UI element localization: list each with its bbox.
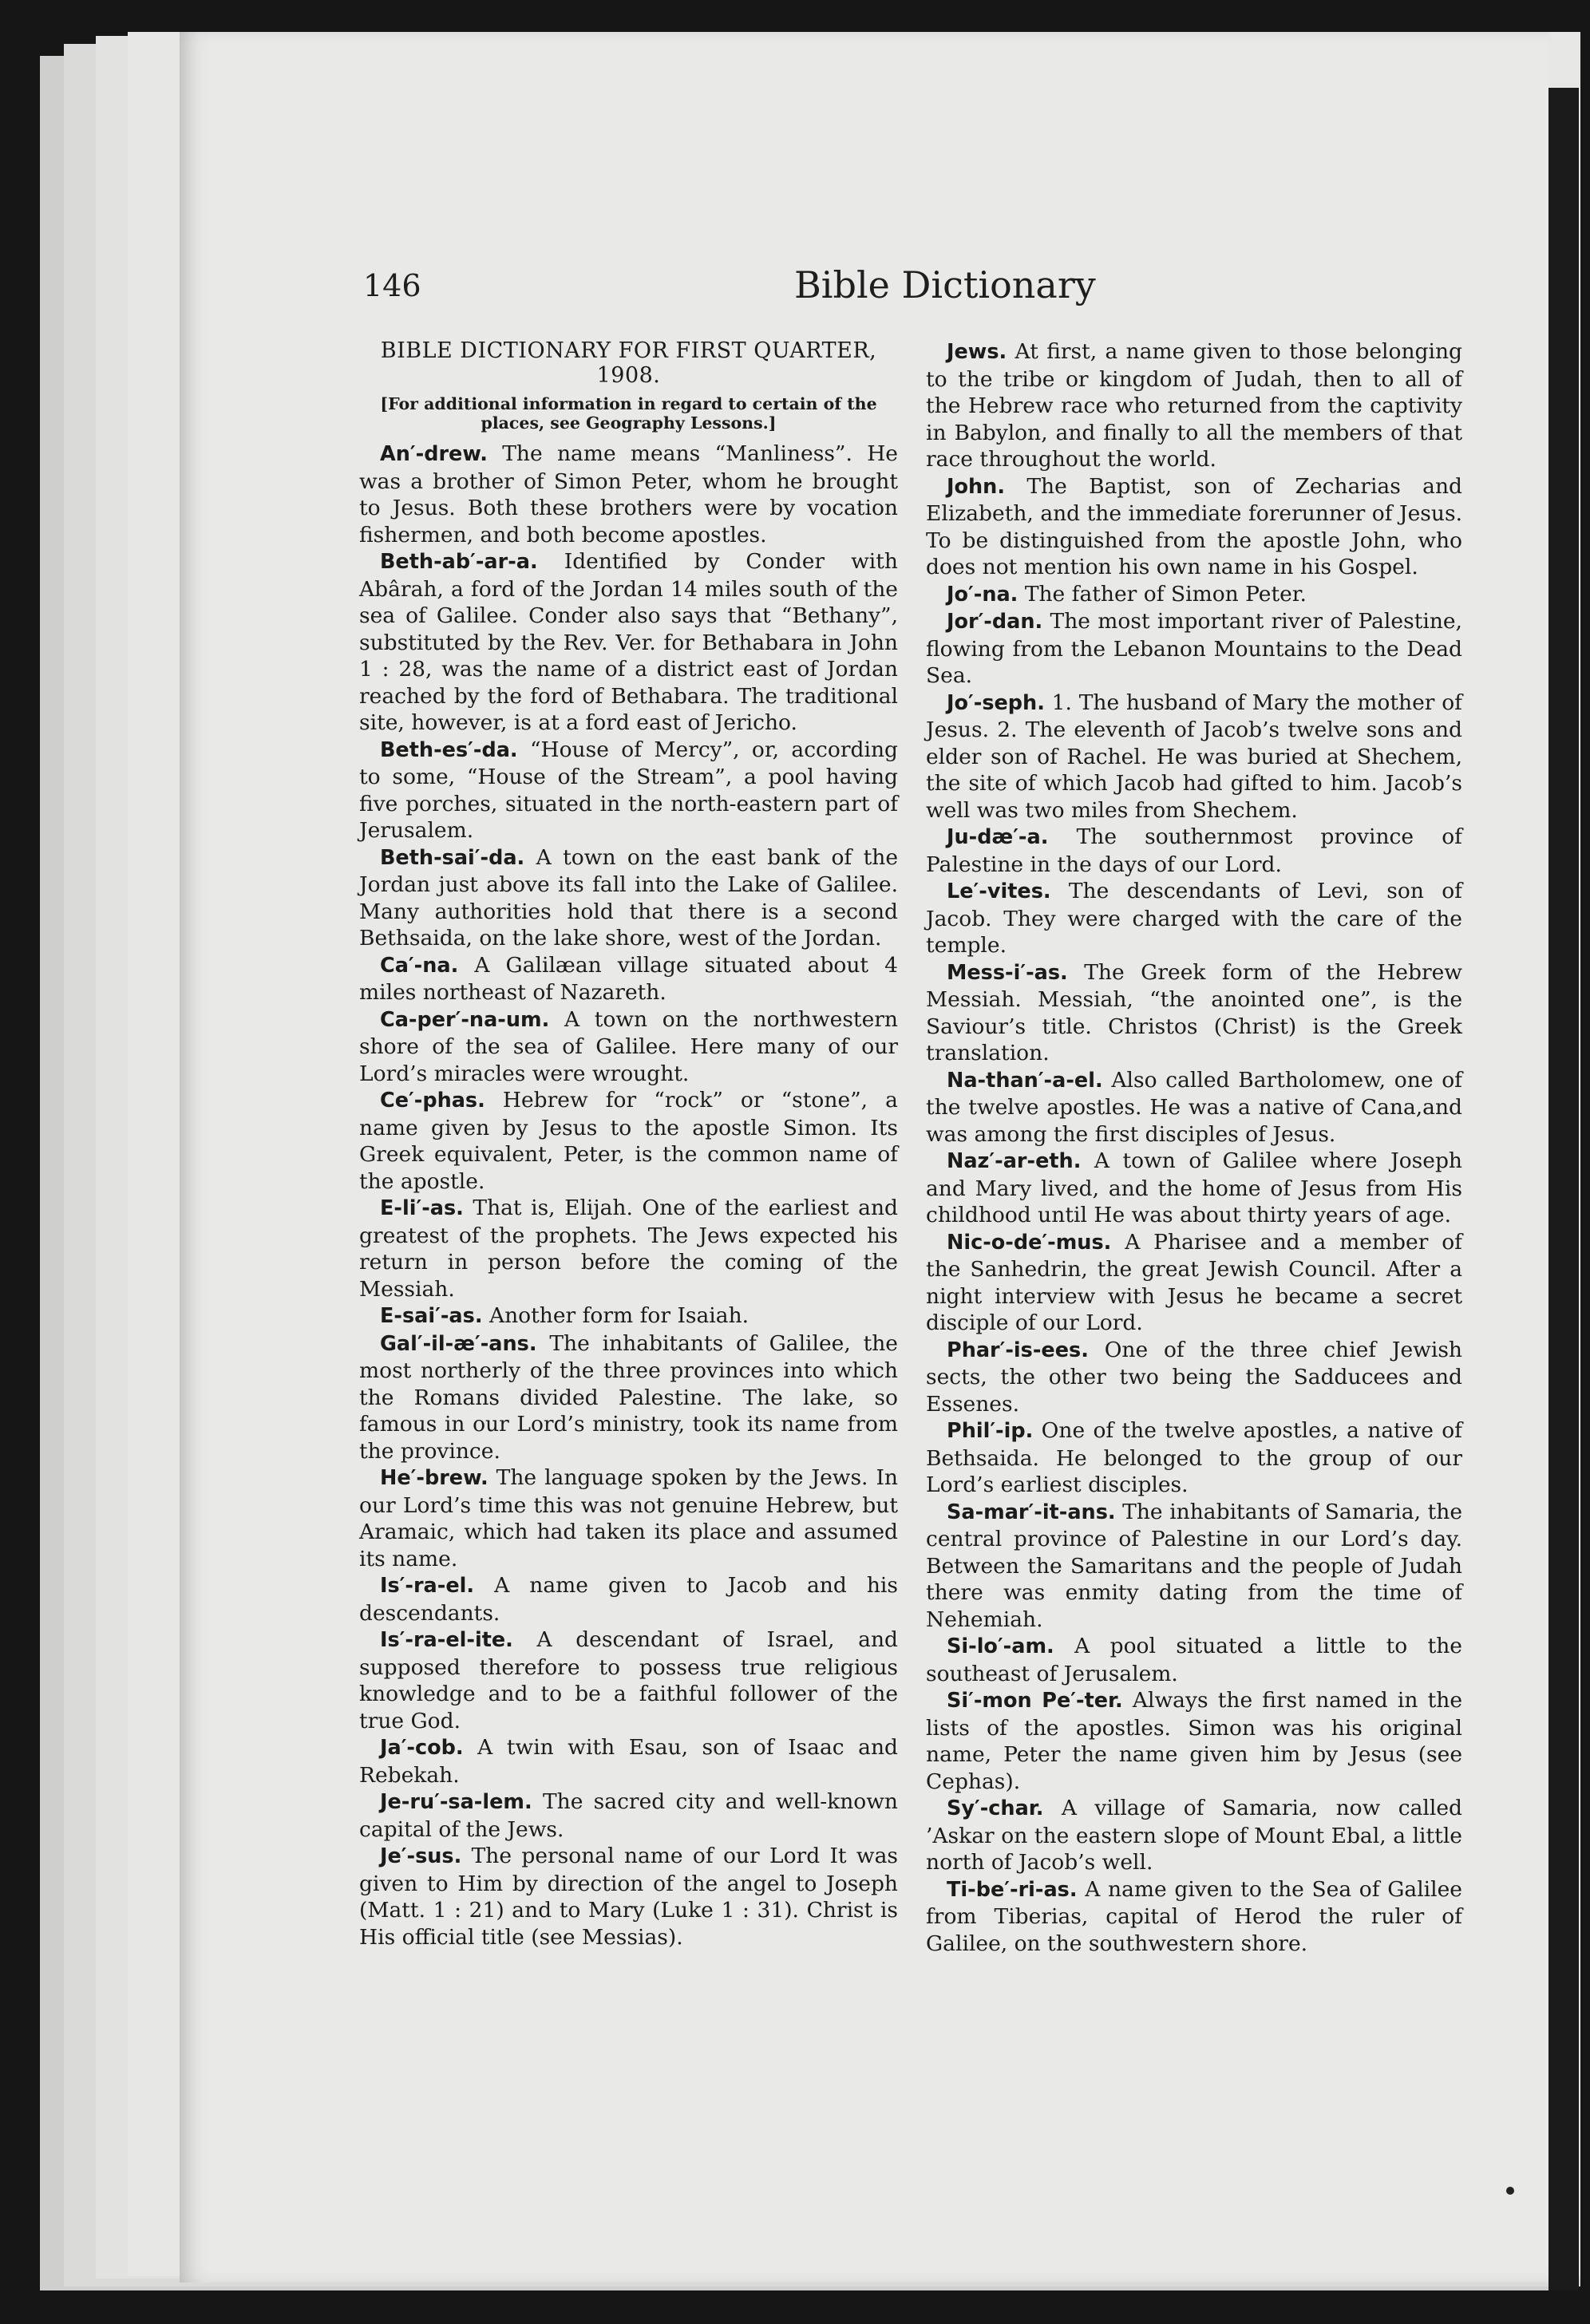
entry-definition: A Galilæan village situated about 4 miles northeast of Nazareth. [359, 952, 898, 1005]
dictionary-entry [926, 878, 1462, 959]
entry-definition: A Pharisee and a member of the Sanhedrin, the great Jewish Council. After a night interview with Jesus he became a secret disciple of our Lord. [926, 1229, 1462, 1335]
entry-definition: “House of Mercy”, or, according to some, “House of the Stream”, a pool having five porches, situated in the north-eastern part of Jerusalem. [359, 737, 898, 843]
entry-definition: The inhabitants of Samaria, the central province of Palestine in our Lord’s day. Between the Samaritans and the people of Judah there was enmity dating from the time of Nehemiah. [926, 1499, 1462, 1632]
entry-definition: A name given to Jacob and his descendants. [359, 1573, 898, 1626]
dictionary-entry [926, 1148, 1462, 1229]
entry-definition: The personal name of our Lord It was given to Him by direction of the angel to Joseph (Matt. 1 : 21) and to Mary (Luke 1 : 31). Christ is His official title (see Messias). [359, 1844, 898, 1950]
entry-term: Beth-sai′-da. [380, 845, 525, 870]
entry-definition: The southernmost province of Palestine in the days of our Lord. [926, 824, 1462, 877]
entry-definition: A village of Samaria, now called ’Askar on the eastern slope of Mount Ebal, a little north of Jacob’s well. [926, 1796, 1462, 1875]
dictionary-entry [359, 1464, 898, 1572]
page-number: 146 [363, 268, 421, 303]
entry-definition: The inhabitants of Galilee, the most northerly of the three provinces into which the Romans divided Palestine. The lake, so famous in our Lord’s ministry, took its name from the province. [359, 1330, 898, 1464]
entry-definition: A name given to the Sea of Galilee from Tiberias, capital of Herod the ruler of Galilee, on the southwestern shore. [926, 1876, 1462, 1956]
dictionary-entry [926, 1417, 1462, 1499]
entry-definition: The sacred city and well-known capital of the Jews. [359, 1789, 898, 1842]
dictionary-entry [926, 338, 1462, 473]
entry-term: Nic-o-de′-mus. [947, 1230, 1112, 1255]
entry-term: E-li′-as. [380, 1196, 464, 1220]
entry-definition: The Baptist, son of Zecharias and Elizabeth, and the immediate forerunner of Jesus. To be distinguished from the apostle John, who does not mention his own name in his Gospel. [926, 473, 1462, 579]
entry-definition: At first, a name given to those belonging to the tribe or kingdom of Judah, then to all of the Hebrew race who returned from the captivity in Babylon, and finally to all the members of that race throughout the world. [926, 339, 1462, 472]
entry-definition: A descendant of Israel, and supposed therefore to possess true religious knowledge and to be a faithful follower of the true God. [359, 1627, 898, 1733]
entry-term: Si′-mon Pe′-ter. [947, 1689, 1123, 1713]
entry-definition: A town of Galilee where Joseph and Mary lived, and the home of Jesus from His childhood until He was about thirty years of age. [926, 1148, 1462, 1227]
entry-term: Sa-mar′-it-ans. [947, 1500, 1116, 1524]
dictionary-entry [926, 1687, 1462, 1795]
entry-term: Jo′-seph. [947, 690, 1045, 715]
page-header [363, 263, 1096, 311]
left-column [359, 338, 898, 1951]
entry-list-right [926, 338, 1462, 1957]
entry-definition: Also called Bartholomew, one of the twelve apostles. He was a native of Cana,and was among the first disciples of Jesus. [926, 1067, 1462, 1147]
dictionary-entry [926, 1499, 1462, 1634]
entry-definition: Identified by Conder with Abârah, a ford of the Jordan 14 miles south of the sea of Galilee. Conder also says that “Bethany”, substituted by the Rev. Ver. for Bethabara in John 1 : 28, was the name of a district east of Jordan reached by the ford of Bethabara. The traditional site, however, is at a ford east of Jericho. [359, 549, 898, 735]
right-column [926, 338, 1462, 1957]
dictionary-entry [359, 441, 898, 548]
entry-term: Ja′-cob. [380, 1736, 464, 1760]
section-note: [For additional information in regard to certain of the places, see Geography Lessons.] [380, 394, 877, 433]
print-speck [1506, 2187, 1514, 2195]
entry-term: John. [947, 474, 1006, 499]
dictionary-entry [359, 1788, 898, 1843]
dictionary-entry [926, 1795, 1462, 1876]
dictionary-entry [926, 1876, 1462, 1958]
entry-term: Jor′-dan. [947, 610, 1043, 634]
dictionary-entry [359, 1734, 898, 1788]
entry-term: Jews. [947, 340, 1007, 364]
entry-definition: The descendants of Levi, son of Jacob. They were charged with the care of the temple. [926, 879, 1462, 958]
entry-definition: One of the three chief Jewish sects, the other two being the Sadducees and Essenes. [926, 1337, 1462, 1417]
entry-term: Jo′-na. [947, 582, 1018, 607]
dictionary-entry [359, 952, 898, 1006]
entry-term: Beth-ab′-ar-a. [380, 550, 538, 574]
entry-definition: The father of Simon Peter. [1024, 581, 1307, 607]
entry-term: Sy′-char. [947, 1796, 1044, 1820]
dictionary-entry [359, 1330, 898, 1465]
entry-definition: Hebrew for “rock” or “stone”, a name given by Jesus to the apostle Simon. Its Greek equivalent, Peter, is the common name of the apostle. [359, 1088, 898, 1194]
entry-definition: That is, Elijah. One of the earliest and greatest of the prophets. The Jews expected his return in person before the coming of the Messiah. [359, 1196, 898, 1302]
dictionary-entry [359, 1087, 898, 1195]
binding-shadow [1548, 88, 1579, 2290]
dictionary-entry [926, 473, 1462, 581]
dictionary-entry [359, 548, 898, 737]
entry-definition: A town on the northwestern shore of the sea of Galilee. Here many of our Lord’s miracles were wrought. [359, 1006, 898, 1086]
dictionary-entry [359, 844, 898, 952]
entry-term: Ce′-phas. [380, 1089, 485, 1113]
section-heading: BIBLE DICTIONARY FOR FIRST QUARTER, 1908. [380, 338, 877, 388]
dictionary-entry [926, 1067, 1462, 1148]
entry-definition: One of the twelve apostles, a native of Bethsaida. He belonged to the group of our Lord’s earliest disciples. [926, 1418, 1462, 1497]
entry-term: Na-than′-a-el. [947, 1068, 1103, 1093]
dictionary-entry [926, 581, 1462, 609]
entry-term: Naz′-ar-eth. [947, 1149, 1082, 1173]
running-title: Bible Dictionary [794, 263, 1096, 306]
dictionary-entry [926, 1229, 1462, 1337]
entry-definition: Always the first named in the lists of the apostles. Simon was his original name, Peter the name given him by Jesus (see Cephas). [926, 1688, 1463, 1794]
entry-definition: A twin with Esau, son of Isaac and Rebekah. [359, 1735, 898, 1788]
entry-term: Ti-be′-ri-as. [947, 1877, 1078, 1902]
dictionary-entry [359, 1006, 898, 1088]
dictionary-entry [926, 824, 1462, 878]
dictionary-entry [359, 737, 898, 844]
dictionary-entry [359, 1843, 898, 1951]
entry-term: Ca′-na. [380, 953, 459, 978]
entry-term: Is′-ra-el. [380, 1574, 475, 1598]
dictionary-entry [359, 1572, 898, 1626]
entry-term: Beth-es′-da. [380, 737, 518, 762]
entry-list-left [359, 441, 898, 1951]
entry-term: An′-drew. [380, 442, 488, 466]
entry-definition: 1. The husband of Mary the mother of Jesus. 2. The eleventh of Jacob’s twelve sons and elder son of Rachel. He was buried at Shechem, the site of which Jacob had gifted to him. Jacob’s well was two miles from Shechem. [926, 690, 1462, 823]
entry-term: Phil′-ip. [947, 1419, 1034, 1443]
entry-term: Le′-vites. [947, 879, 1051, 903]
entry-definition: The Greek form of the Hebrew Messiah. Messiah, “the anointed one”, is the Saviour’s title. Christos (Christ) is the Greek translation. [926, 959, 1462, 1065]
entry-term: E-sai′-as. [380, 1304, 483, 1328]
entry-definition: The language spoken by the Jews. In our Lord’s time this was not genuine Hebrew, but Aramaic, which had taken its place and assumed its name. [359, 1465, 898, 1571]
entry-term: Je′-sus. [380, 1844, 462, 1868]
dictionary-entry [359, 1302, 898, 1330]
entry-term: Si-lo′-am. [947, 1634, 1054, 1658]
dictionary-entry [926, 1633, 1462, 1687]
entry-term: Ca-per′-na-um. [380, 1007, 550, 1032]
dictionary-entry [359, 1626, 898, 1734]
entry-term: Je-ru′-sa-lem. [380, 1790, 532, 1814]
dictionary-entry [359, 1195, 898, 1302]
entry-definition: The name means “Manliness”. He was a brother of Simon Peter, whom he brought to Jesus. Both these brothers were by vocation fishermen, and both become apostles. [359, 441, 898, 547]
entry-definition: A town on the east bank of the Jordan just above its fall into the Lake of Galilee. Many authorities hold that there is a second Bethsaida, on the lake shore, west of the Jordan. [359, 844, 898, 951]
entry-term: Gal′-il-æ′-ans. [380, 1331, 537, 1356]
entry-term: Mess-i′-as. [947, 960, 1068, 985]
entry-term: Ju-dæ′-a. [947, 825, 1049, 849]
entry-definition: A pool situated a little to the southeast of Jerusalem. [926, 1634, 1462, 1686]
dictionary-entry [926, 1337, 1462, 1418]
dictionary-entry [926, 690, 1462, 824]
dictionary-entry [926, 959, 1462, 1067]
entry-definition: Another form for Isaiah. [488, 1303, 750, 1328]
dictionary-entry [926, 608, 1462, 690]
entry-term: Phar′-is-ees. [947, 1338, 1089, 1362]
entry-term: Is′-ra-el-ite. [380, 1628, 513, 1652]
entry-definition: The most important river of Palestine, flowing from the Lebanon Mountains to the Dead Sea. [926, 609, 1462, 688]
entry-term: He′-brew. [380, 1466, 488, 1490]
